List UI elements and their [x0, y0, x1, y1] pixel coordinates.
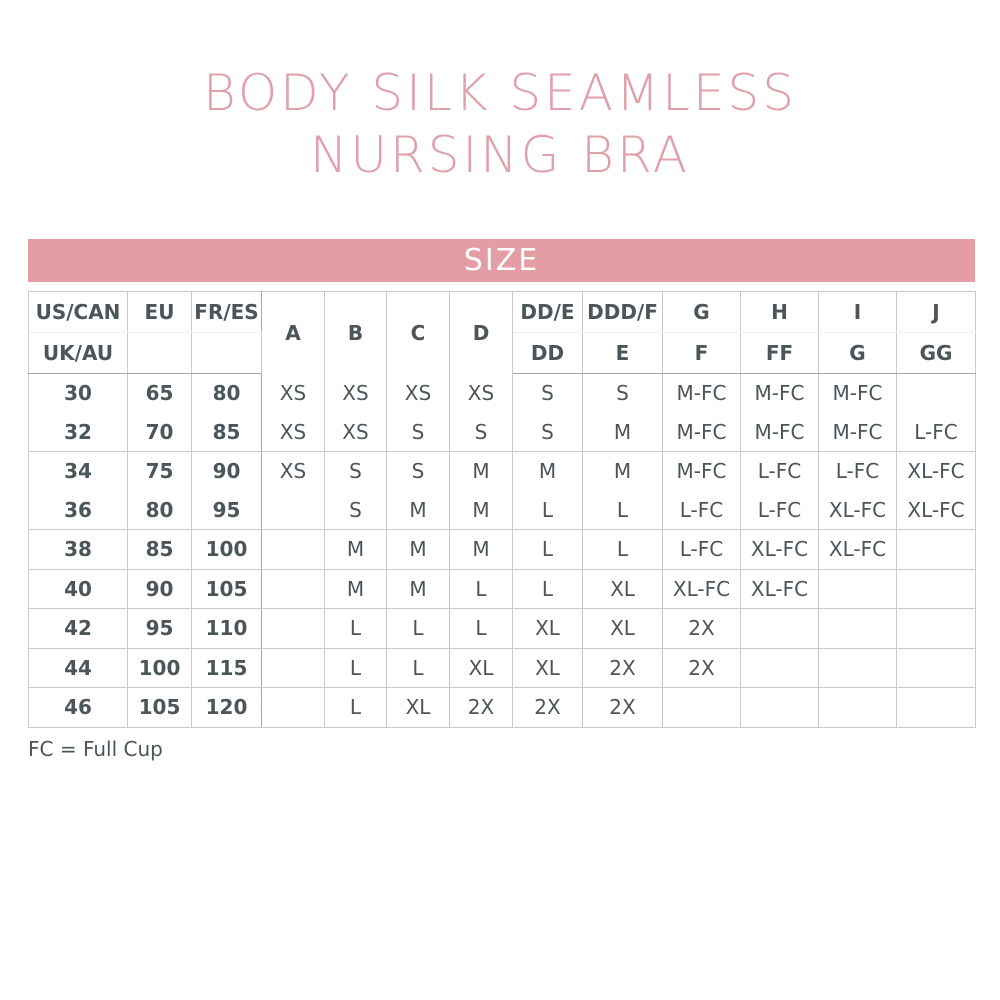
band-eu: 105 — [128, 688, 192, 728]
table-row — [29, 609, 976, 649]
band-fr: 100 — [192, 530, 262, 570]
band-eu: 95 — [128, 609, 192, 649]
size-cell: L — [513, 569, 583, 609]
size-cell — [897, 648, 976, 688]
header-fr-es-blank — [192, 333, 262, 374]
band-us: 46 — [29, 688, 128, 728]
header-uk-cup-gg: GG — [897, 333, 976, 374]
size-cell: XS — [262, 413, 325, 452]
size-cell: L — [325, 609, 387, 649]
size-cell — [741, 609, 819, 649]
size-cell: S — [450, 413, 513, 452]
title-line-2: NURSING BRA — [310, 126, 690, 184]
size-cell: 2X — [663, 609, 741, 649]
table-row — [29, 491, 976, 530]
size-cell: M-FC — [663, 452, 741, 491]
size-cell: XS — [262, 374, 325, 413]
header-cup-a: A — [262, 292, 325, 374]
size-cell — [897, 569, 976, 609]
size-cell: M-FC — [819, 374, 897, 413]
size-cell: XS — [325, 413, 387, 452]
header-cup-b: B — [325, 292, 387, 374]
band-fr: 85 — [192, 413, 262, 452]
band-fr: 95 — [192, 491, 262, 530]
band-eu: 90 — [128, 569, 192, 609]
size-cell: S — [387, 413, 450, 452]
size-cell: M — [583, 413, 663, 452]
size-cell: XL — [513, 609, 583, 649]
size-cell — [741, 688, 819, 728]
size-cell — [262, 648, 325, 688]
size-cell: M-FC — [741, 374, 819, 413]
size-cell: L — [513, 491, 583, 530]
header-uk-cup-ff: FF — [741, 333, 819, 374]
size-cell: M — [513, 452, 583, 491]
size-cell: M-FC — [663, 374, 741, 413]
header-eu-blank — [128, 333, 192, 374]
header-uk-cup-f: F — [663, 333, 741, 374]
size-cell: L-FC — [741, 491, 819, 530]
band-eu: 80 — [128, 491, 192, 530]
band-us: 44 — [29, 648, 128, 688]
band-eu: 65 — [128, 374, 192, 413]
table-row — [29, 688, 976, 728]
size-cell: XL — [387, 688, 450, 728]
title-line-1: BODY SILK SEAMLESS — [202, 64, 798, 122]
band-eu: 85 — [128, 530, 192, 570]
size-cell: 2X — [450, 688, 513, 728]
table-row — [29, 374, 976, 413]
band-us: 32 — [29, 413, 128, 452]
band-us: 38 — [29, 530, 128, 570]
header-cup-h: H — [741, 292, 819, 333]
footnote: FC = Full Cup — [28, 737, 163, 761]
size-cell: XL-FC — [819, 530, 897, 570]
size-cell — [262, 491, 325, 530]
size-cell — [262, 688, 325, 728]
header-cup-dd-e: DD/E — [513, 292, 583, 333]
size-cell — [262, 609, 325, 649]
table-row — [29, 530, 976, 570]
size-cell: M-FC — [819, 413, 897, 452]
size-cell: XS — [387, 374, 450, 413]
band-eu: 75 — [128, 452, 192, 491]
size-cell — [819, 688, 897, 728]
header-cup-ddd-f: DDD/F — [583, 292, 663, 333]
band-us: 36 — [29, 491, 128, 530]
header-cup-d: D — [450, 292, 513, 374]
header-cup-j: J — [897, 292, 976, 333]
size-cell: M — [325, 530, 387, 570]
size-cell: XL — [583, 569, 663, 609]
size-cell: XL — [513, 648, 583, 688]
size-cell: L — [583, 491, 663, 530]
band-us: 30 — [29, 374, 128, 413]
header-uk-au: UK/AU — [29, 333, 128, 374]
band-fr: 90 — [192, 452, 262, 491]
size-cell: L — [387, 648, 450, 688]
size-header-bar: SIZE — [28, 239, 975, 282]
size-cell: XL-FC — [897, 452, 976, 491]
size-cell: S — [325, 491, 387, 530]
size-cell — [819, 648, 897, 688]
size-cell: M — [583, 452, 663, 491]
table-row — [29, 413, 976, 452]
size-cell: XS — [262, 452, 325, 491]
header-uk-cup-g: G — [819, 333, 897, 374]
size-cell: L — [387, 609, 450, 649]
header-uk-cup-dd: DD — [513, 333, 583, 374]
size-cell: S — [325, 452, 387, 491]
band-us: 40 — [29, 569, 128, 609]
size-cell: XL-FC — [819, 491, 897, 530]
size-cell — [262, 569, 325, 609]
size-chart-table — [28, 291, 976, 728]
size-cell: M — [450, 491, 513, 530]
size-cell: S — [513, 374, 583, 413]
size-cell: L-FC — [819, 452, 897, 491]
size-cell: 2X — [663, 648, 741, 688]
band-eu: 100 — [128, 648, 192, 688]
size-cell: M-FC — [663, 413, 741, 452]
size-cell — [819, 609, 897, 649]
band-eu: 70 — [128, 413, 192, 452]
size-cell: S — [583, 374, 663, 413]
header-cup-g: G — [663, 292, 741, 333]
size-cell: M — [387, 491, 450, 530]
size-cell: M — [387, 569, 450, 609]
header-eu: EU — [128, 292, 192, 333]
band-us: 42 — [29, 609, 128, 649]
size-cell: 2X — [583, 648, 663, 688]
size-cell: M-FC — [741, 413, 819, 452]
size-cell: M — [450, 530, 513, 570]
size-cell: L-FC — [741, 452, 819, 491]
size-cell: M — [325, 569, 387, 609]
size-cell: M — [387, 530, 450, 570]
size-cell: L — [325, 648, 387, 688]
size-cell — [741, 648, 819, 688]
header-uk-cup-e: E — [583, 333, 663, 374]
size-cell: S — [513, 413, 583, 452]
band-us: 34 — [29, 452, 128, 491]
size-cell: XS — [450, 374, 513, 413]
band-fr: 80 — [192, 374, 262, 413]
size-cell: XL-FC — [897, 491, 976, 530]
band-fr: 115 — [192, 648, 262, 688]
size-cell: XL — [450, 648, 513, 688]
size-cell: M — [450, 452, 513, 491]
size-cell — [897, 688, 976, 728]
header-cup-c: C — [387, 292, 450, 374]
band-fr: 110 — [192, 609, 262, 649]
size-cell: XL-FC — [741, 569, 819, 609]
size-cell: L — [583, 530, 663, 570]
size-cell: L — [513, 530, 583, 570]
size-cell — [663, 688, 741, 728]
size-cell: L-FC — [663, 491, 741, 530]
header-row-us — [29, 292, 976, 333]
size-cell: L-FC — [897, 413, 976, 452]
table-row — [29, 648, 976, 688]
size-cell: 2X — [513, 688, 583, 728]
size-cell: XS — [325, 374, 387, 413]
band-fr: 105 — [192, 569, 262, 609]
size-cell: XL-FC — [741, 530, 819, 570]
size-cell: 2X — [583, 688, 663, 728]
table-row — [29, 452, 976, 491]
size-cell — [897, 374, 976, 413]
header-us-can: US/CAN — [29, 292, 128, 333]
size-cell: XL-FC — [663, 569, 741, 609]
size-cell: L-FC — [663, 530, 741, 570]
size-cell — [819, 569, 897, 609]
band-fr: 120 — [192, 688, 262, 728]
header-cup-i: I — [819, 292, 897, 333]
size-cell — [897, 530, 976, 570]
size-cell — [897, 609, 976, 649]
size-cell — [262, 530, 325, 570]
header-fr-es: FR/ES — [192, 292, 262, 333]
size-cell: S — [387, 452, 450, 491]
page-title — [0, 62, 1000, 186]
size-cell: L — [450, 609, 513, 649]
size-cell: L — [325, 688, 387, 728]
size-cell: XL — [583, 609, 663, 649]
table-row — [29, 569, 976, 609]
size-cell: L — [450, 569, 513, 609]
